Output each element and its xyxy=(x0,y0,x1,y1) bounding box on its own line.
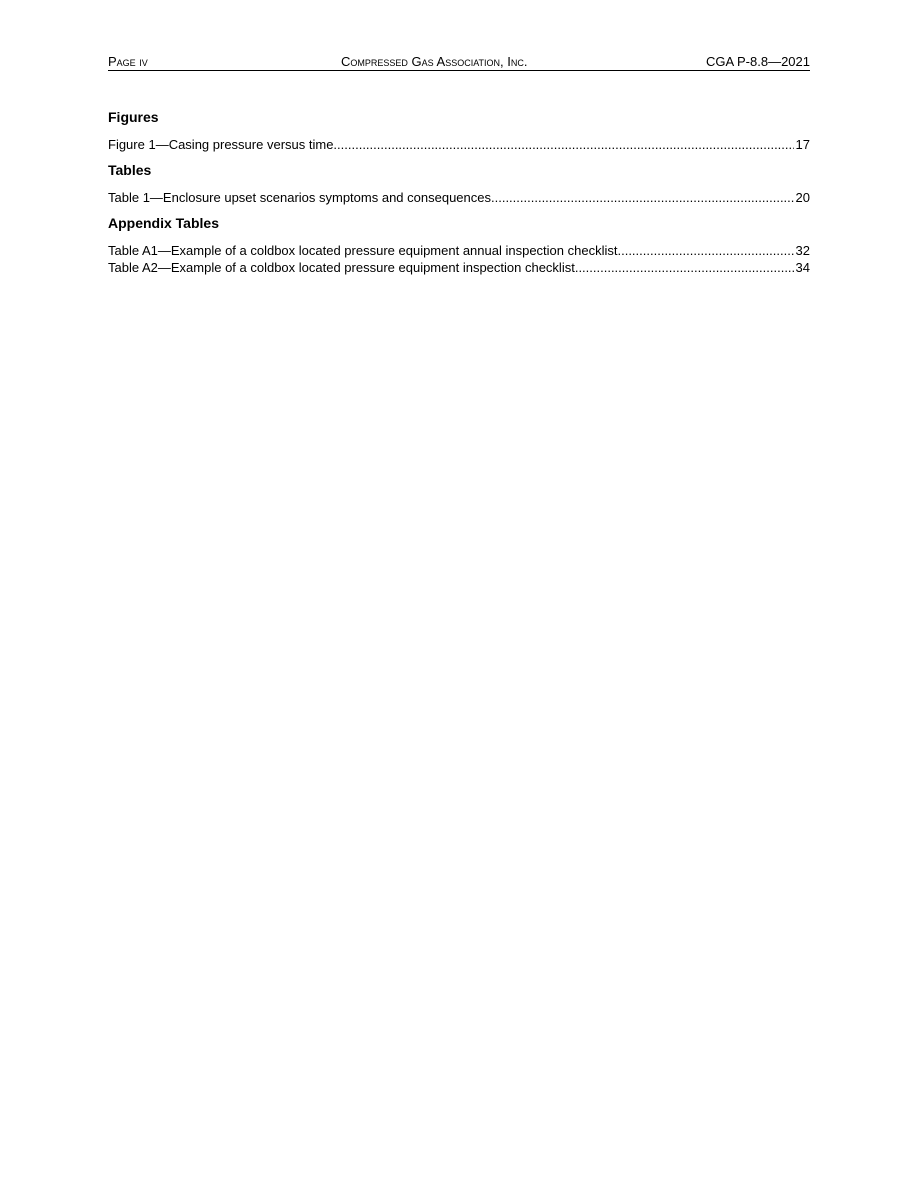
section-heading-appendix-tables: Appendix Tables xyxy=(108,215,219,231)
toc-entry-title: Figure 1—Casing pressure versus time xyxy=(108,137,334,152)
header-publisher: Compressed Gas Association, Inc. xyxy=(341,54,528,69)
header-document-id: CGA P-8.8—2021 xyxy=(705,54,810,69)
toc-dot-leader xyxy=(333,136,793,153)
toc-entry-page: 34 xyxy=(795,260,810,275)
toc-list-tables xyxy=(108,189,810,206)
toc-dot-leader xyxy=(617,242,793,259)
toc-entry[interactable] xyxy=(108,242,810,259)
toc-entry[interactable] xyxy=(108,189,810,206)
table-of-contents xyxy=(108,108,810,276)
toc-list-appendix-tables xyxy=(108,242,810,276)
toc-entry-page: 20 xyxy=(795,190,810,205)
toc-dot-leader xyxy=(491,189,794,206)
toc-entry[interactable] xyxy=(108,136,810,153)
toc-dot-leader xyxy=(575,259,794,276)
toc-entry-title: Table 1—Enclosure upset scenarios symptoms and consequences xyxy=(108,190,491,205)
section-heading-figures: Figures xyxy=(108,109,159,125)
toc-entry-title: Table A2—Example of a coldbox located pressure equipment inspection checklist xyxy=(108,260,575,275)
header-page-number: Page iv xyxy=(108,54,148,69)
toc-entry-title: Table A1—Example of a coldbox located pressure equipment annual inspection checklist xyxy=(108,243,618,258)
page-header xyxy=(108,54,810,71)
toc-entry-page: 32 xyxy=(795,243,810,258)
toc-entry[interactable] xyxy=(108,259,810,276)
section-heading-tables: Tables xyxy=(108,162,152,178)
toc-list-figures xyxy=(108,136,810,153)
toc-entry-page: 17 xyxy=(795,137,810,152)
